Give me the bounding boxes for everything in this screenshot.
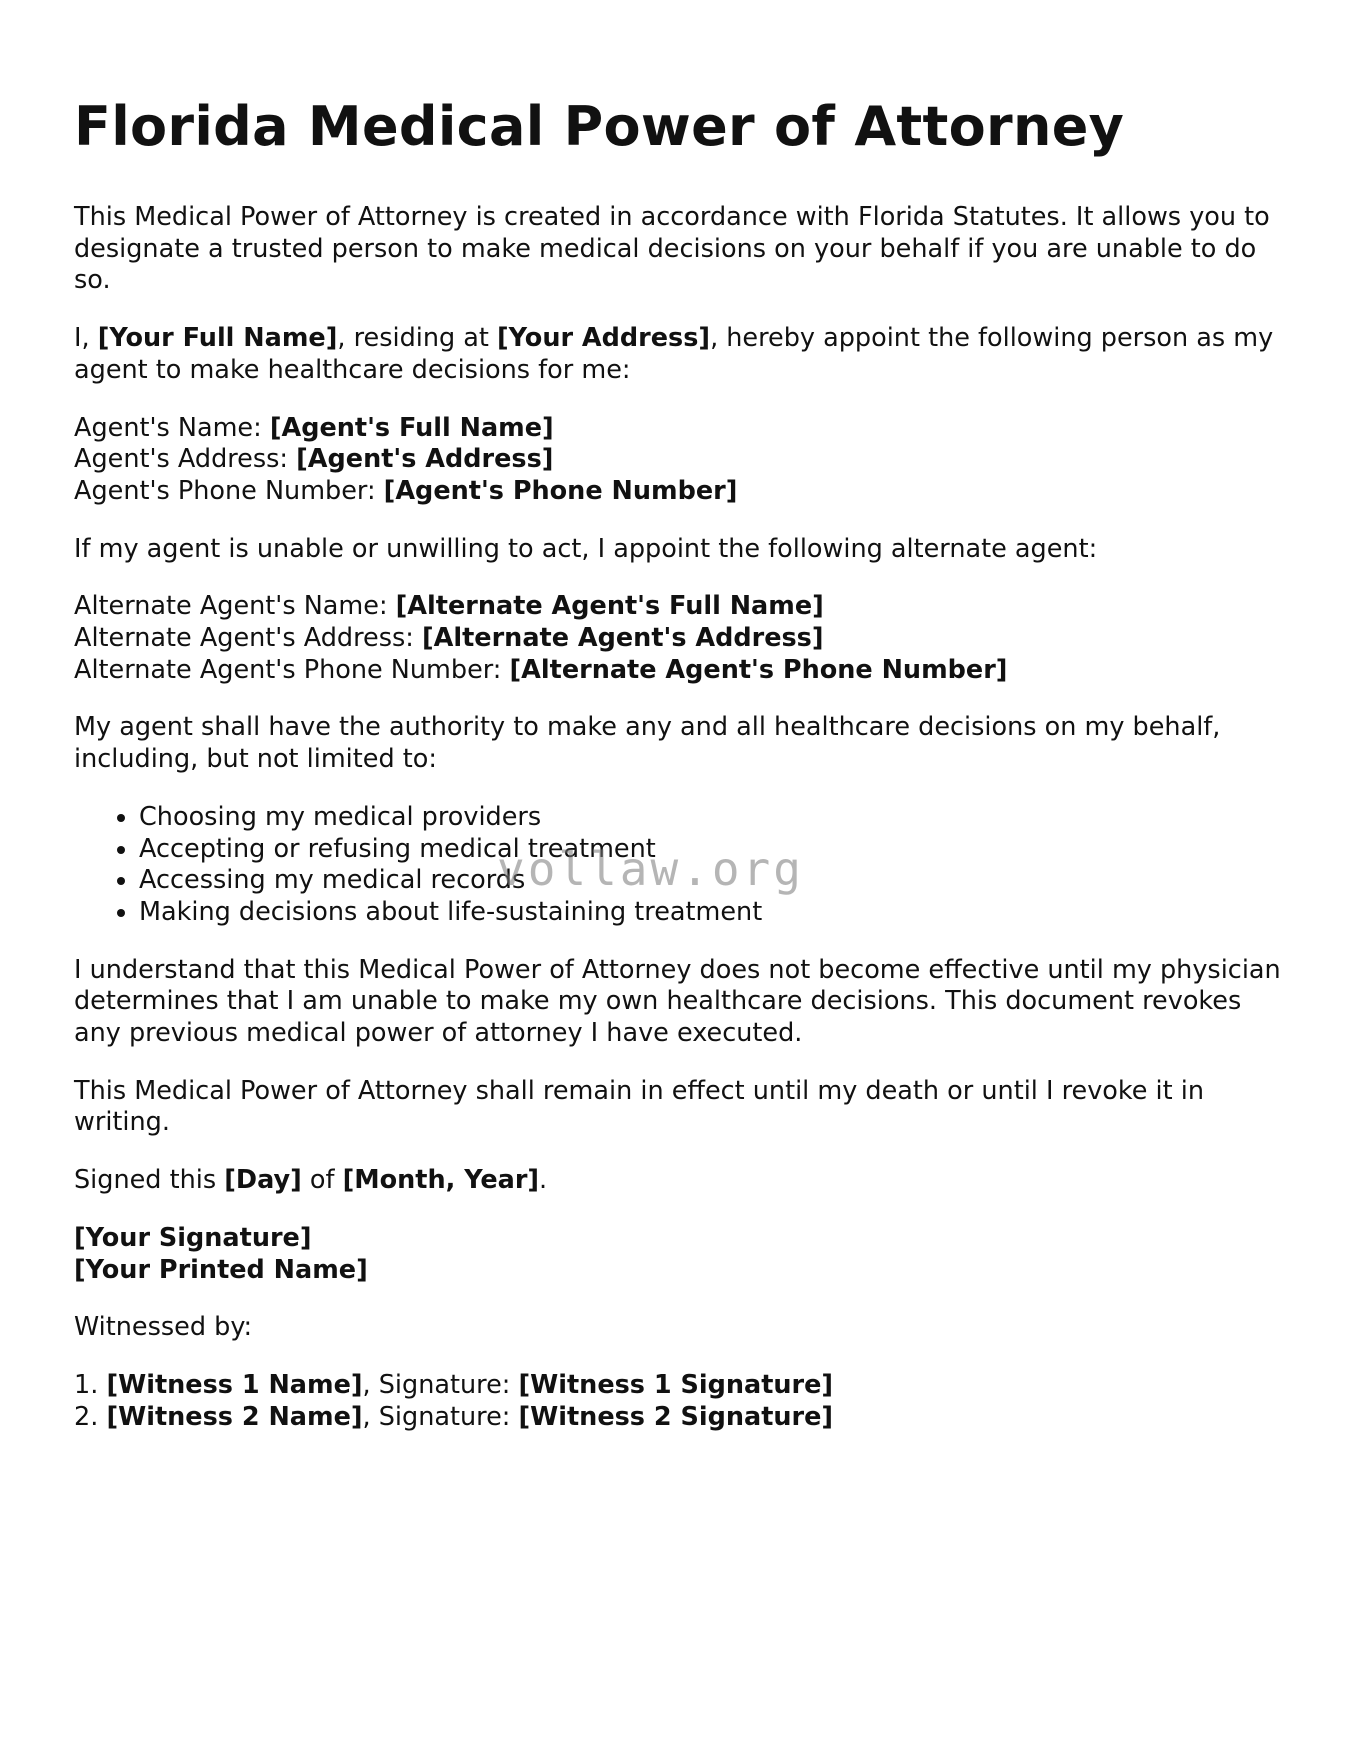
alternate-phone-field: [Alternate Agent's Phone Number] — [509, 654, 1008, 685]
signed-mid: of — [301, 1165, 343, 1196]
appointment-suffix: , hereby appoint the following person as my agent to make healthcare decisions for me: — [74, 323, 1274, 385]
agent-address-field: [Agent's Address] — [296, 444, 554, 475]
agent-details — [74, 413, 1284, 508]
duration-paragraph: This Medical Power of Attorney shall remain in effect until my death or until I revoke it in writing. — [74, 1075, 1204, 1138]
agent-phone-field: [Agent's Phone Number] — [383, 475, 738, 506]
intro-paragraph: This Medical Power of Attorney is created in accordance with Florida Statutes. It allows you to designate a trusted person to make medical decisions on your behalf if you are unable to do so. — [74, 202, 1270, 296]
list-item: • Accepting or refusing medical treatment — [139, 834, 1284, 866]
witnessed-label: Witnessed by: — [74, 1312, 253, 1343]
agent-address-label: Agent's Address: — [74, 444, 297, 475]
document-title: Florida Medical Power of Attorney — [74, 95, 1125, 158]
authority-list — [74, 802, 1284, 929]
witness-name-field: [Witness 2 Name] — [106, 1401, 363, 1432]
witness-number: 1. — [74, 1369, 107, 1400]
watermark: vollaw.org — [497, 842, 804, 896]
signed-prefix: Signed this — [74, 1165, 225, 1196]
list-item: • Making decisions about life-sustaining treatment — [139, 897, 1284, 929]
appointment-paragraph — [74, 323, 1284, 386]
agent-name-label: Agent's Name: — [74, 412, 270, 443]
agent-phone-label: Agent's Phone Number: — [74, 475, 384, 506]
signature-field: [Your Signature] — [74, 1222, 312, 1253]
alternate-address-label: Alternate Agent's Address: — [74, 623, 422, 654]
principal-name-field: [Your Full Name] — [97, 323, 338, 354]
witness-number: 2. — [74, 1401, 107, 1432]
alternate-phone-label: Alternate Agent's Phone Number: — [74, 654, 510, 685]
witness-name-field: [Witness 1 Name] — [106, 1369, 363, 1400]
alternate-agent-details — [74, 591, 1284, 686]
witness-signature-field: [Witness 1 Signature] — [518, 1369, 834, 1400]
list-item: • Choosing my medical providers — [139, 802, 1284, 834]
signature-block — [74, 1223, 1284, 1286]
signed-date-line — [74, 1165, 1284, 1197]
authority-intro-paragraph: My agent shall have the authority to make any and all healthcare decisions on my behalf, including, but not limited to: — [74, 712, 1221, 775]
witness-signature-field: [Witness 2 Signature] — [518, 1401, 834, 1432]
effective-paragraph: I understand that this Medical Power of Attorney does not become effective until my physician determines that I am unable to make my own healthcare decisions. This document revokes any previous medical power of attorney I have executed. — [74, 954, 1281, 1049]
list-item: • Accessing my medical records — [139, 865, 1284, 897]
agent-name-field: [Agent's Full Name] — [269, 412, 554, 443]
alternate-name-label: Alternate Agent's Name: — [74, 591, 396, 622]
document-page — [74, 92, 1284, 1459]
alternate-address-field: [Alternate Agent's Address] — [421, 623, 824, 654]
printed-name-field: [Your Printed Name] — [74, 1254, 368, 1285]
signed-day-field: [Day] — [224, 1165, 302, 1196]
signed-suffix: . — [539, 1165, 548, 1196]
witness-list — [74, 1370, 1284, 1433]
principal-address-field: [Your Address] — [497, 323, 711, 354]
appointment-prefix: I, — [74, 323, 98, 354]
signed-month-year-field: [Month, Year] — [342, 1165, 540, 1196]
witness-signature-label: , Signature: — [362, 1369, 519, 1400]
appointment-mid: , residing at — [337, 323, 498, 354]
witness-signature-label: , Signature: — [362, 1401, 519, 1432]
alternate-intro-paragraph: If my agent is unable or unwilling to act, I appoint the following alternate agent: — [74, 533, 1098, 564]
alternate-name-field: [Alternate Agent's Full Name] — [395, 591, 824, 622]
